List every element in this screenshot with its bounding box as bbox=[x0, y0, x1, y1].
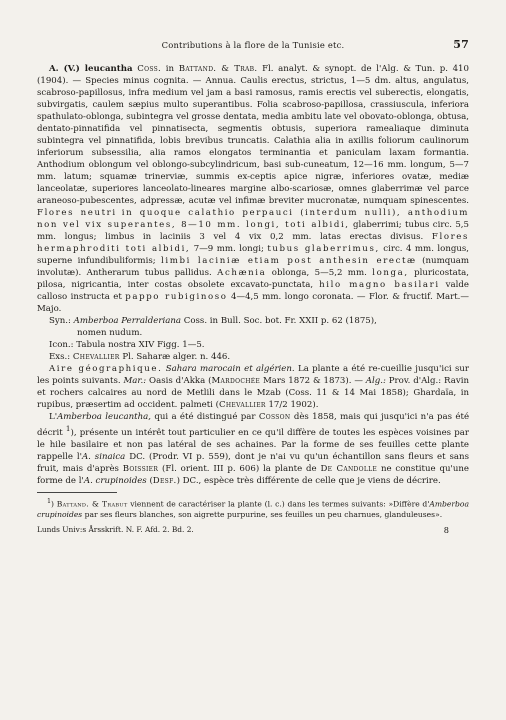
achaenia-rest: pluricostata, pilosa, nigricantia, inter costas obsolete excavato-punctata, bbox=[37, 268, 470, 290]
geography-paragraph bbox=[37, 363, 469, 411]
alg-collector: Chevallier bbox=[219, 400, 266, 410]
footnote-authors: Battand. & Trabut bbox=[56, 499, 128, 509]
footnote-text: $^1$) Battand. & Trabut viennent de caractériser la plante (l. c.) dans les termes suivants: »Diffère d'Amberboa crupinoides par ses fleurs blanches, son aigrette purpurine, ses feuilles un peu charnues, glanduleuses». bbox=[37, 497, 469, 519]
discussion-text-3: ), présente un intérêt tout particulier en ce qu'il diffère de toutes les espèces voisines par le hile basilaire et non pas latéral de ses achaines. Par la forme de ses feuilles cette plante rappelle l' bbox=[37, 427, 469, 462]
signature-number: 8 bbox=[443, 524, 449, 535]
mar-date: Mars 1872 & 1873). — bbox=[262, 376, 363, 386]
exsiccata-text: Pl. Saharæ alger. n. 446. bbox=[122, 352, 231, 362]
discussion-text-2: dès 1858, mais qui jusqu'ici n'a pas été décrit bbox=[37, 412, 470, 438]
synonym-line-2 bbox=[37, 327, 469, 339]
species-name: A. (V.) leucantha bbox=[49, 64, 133, 74]
mar-text: Oasis d'Akka ( bbox=[149, 376, 212, 386]
footnote-ref[interactable]: 1 bbox=[65, 424, 71, 433]
signature-left: Lunds Univ:s Årsskrift. N. F. Afd. 2. Bd. 2. bbox=[37, 524, 194, 534]
discussion-text-7: ( bbox=[149, 475, 153, 486]
desf-name: Desf. bbox=[152, 475, 177, 486]
citation-prefix: in bbox=[165, 64, 175, 74]
discussion-name: Amberboa leucantha, bbox=[57, 412, 151, 422]
herm-rest-3: (numquam involutæ). Antherarum tubus pallidus. bbox=[37, 256, 470, 278]
discussion-text-5: (Fl. orient. III p. 606) la plante de bbox=[162, 463, 317, 474]
hilo-rest: valde calloso instructa et bbox=[37, 280, 469, 302]
flores-herm-label: Flores hermaphroditi toti albidi, bbox=[37, 232, 469, 254]
cosson-name: Cosson bbox=[258, 412, 291, 422]
main-text bbox=[37, 63, 469, 487]
synonym-text: Coss. in Bull. Soc. bot. Fr. XXII p. 62 (1875), bbox=[183, 316, 377, 326]
herm-spaced-2: limbi laciniæ etiam post anthesin erectæ bbox=[161, 256, 417, 266]
discussion-text-4: DC. (Prodr. VI p. 559), dont je n'ai vu qu'un échantillon sans fleurs et sans fruit, mais d'après bbox=[37, 451, 469, 474]
running-header bbox=[37, 40, 469, 54]
discussion-text-8: ) DC., espèce très différente de celle que je viens de décrire. bbox=[176, 475, 441, 486]
exsiccata-line bbox=[37, 351, 469, 363]
exsiccata-collector: Chevallier bbox=[72, 352, 120, 362]
pappo-spaced: pappo rubiginoso bbox=[125, 292, 228, 302]
flores-neutri-rest: glaberrimi; tubus circ. 5,5 mm. longus; limbus in laciniis 3 vel 4 vix 0,2 mm. latas erectas divisus. bbox=[37, 220, 470, 242]
boissier-name: Boissier bbox=[122, 463, 159, 474]
flores-neutri-spaced: in quoque calathio perpauci (interdum nulli), anthodium non vel vix superantes, 8—10 mm. longi, toti albidi, bbox=[37, 208, 469, 230]
icon-text: Tabula nostra XIV Figg. 1—5. bbox=[76, 340, 205, 350]
achaenia-label: Achænia bbox=[217, 268, 267, 278]
discussion-paragraph bbox=[37, 411, 469, 487]
herm-rest-1: 7—9 mm. longi; bbox=[193, 244, 264, 254]
hilo-spaced: hilo magno basilari bbox=[319, 280, 440, 290]
species-authors: Coss. bbox=[137, 64, 162, 74]
discussion-prefix: L' bbox=[49, 412, 58, 422]
alg-date: 17/2 1902). bbox=[268, 400, 319, 410]
signature-line bbox=[37, 525, 469, 537]
achaenia-text: oblonga, 5—5,2 mm. bbox=[271, 268, 367, 278]
geography-text-1: La plante a été re-cueillie jusqu'ici sur les points suivants. bbox=[37, 364, 470, 386]
synonym-line bbox=[37, 315, 469, 327]
synonym-label: Syn.: bbox=[49, 316, 71, 326]
herm-rest-2: circ. 4 mm. longus, superne infundibuliformis; bbox=[37, 244, 470, 266]
herm-spaced-1: tubus glaberrimus, bbox=[267, 244, 380, 254]
citation-authors: Battand. & Trab. bbox=[178, 64, 258, 74]
synonym-text-2: nomen nudum. bbox=[77, 328, 143, 338]
geography-label: Aire géographique. bbox=[49, 364, 163, 374]
alg-text: Prov. d'Alg.: Ravin et rochers calcaires au nord de Metlili dans le Mzab (Coss. 11 & 14 Mai 1858); Ghardaïa, in rupibus, præsertim ad occident. palmeti ( bbox=[37, 376, 469, 410]
footnote-name: Amberboa crupinoides bbox=[37, 499, 469, 519]
pappo-rest: 4—4,5 mm. longo coronata. — Flor. & fructif. Mart.—Majo. bbox=[37, 292, 470, 314]
alg-label: Alg.: bbox=[365, 376, 386, 386]
page-number: 57 bbox=[453, 38, 469, 51]
icon-label: Icon.: bbox=[49, 340, 74, 350]
candolle-name: De Candolle bbox=[320, 463, 378, 474]
footnote bbox=[37, 497, 469, 520]
description-text: Fl. analyt. & synopt. de l'Alg. & Tun. p. 410 (1904). — Species minus cognita. — Annua. Caulis erectus, strictus, 1—5 dm. altus, angulatus, scabroso-papillosus, infra medium vel jam a basi ramosus, ramis erectis vel suberectis, elongatis, subvirgatis, caulem sæpius multo superantibus. Folia scabroso-papillosa, crassiuscula, inferiora spathulato-oblonga, subintegra vel grosse dentata, media ambitu late vel obovato-oblonga, obtusa, dentato-pinnatifida vel pinnatisecta, segmentis obtusis, superiora ramealiaque diminuta subintegra vel pinnatifida, lobis brevibus truncatis. Calathia alia in axillis foliorum caulinorum inferiorum subsessilia, alia ramos elongatos terminantia et paniculam laxam formantia. Anthodium oblongum vel oblongo-subcylindricum, basi sub-cuneatum, 12—16 mm. longum, 5—7 mm. latum; squamæ trinerviæ, summis ex-ceptis apice nigræ, inferiores ovatæ, mediæ lanceolatæ, superiores lanceolato-lineares margine albo-scariosæ, omnes glaberrimæ vel parce araneoso-pubescentes, adpressæ, acutæ vel infimæ breviter mucronatæ, numquam spinescentes. bbox=[37, 64, 469, 206]
footnote-marker: 1 bbox=[47, 497, 52, 505]
footnote-text-2: par ses fleurs blanches, son aigrette purpurine, ses feuilles un peu charnues, glanduleuses». bbox=[84, 509, 443, 519]
exsiccata-label: Exs.: bbox=[49, 352, 71, 362]
footnote-divider bbox=[37, 492, 117, 493]
mar-label: Mar.: bbox=[123, 376, 147, 386]
achaenia-spaced: longa, bbox=[372, 268, 409, 278]
icon-line bbox=[37, 339, 469, 351]
crupinoides-name: A. crupinoides bbox=[83, 475, 147, 486]
geography-region: Sahara marocain et algérien. bbox=[165, 364, 295, 374]
flores-neutri-label: Flores neutri bbox=[37, 208, 117, 218]
synonym-name: Amberboa Perralderiana bbox=[73, 316, 182, 326]
discussion-text-1: qui a été distingué par bbox=[154, 412, 256, 422]
running-title: Contributions à la flore de la Tunisie etc. bbox=[161, 40, 345, 50]
sinaica-name: A. sinaica bbox=[81, 451, 126, 462]
mar-collector: Mardochée bbox=[211, 376, 261, 386]
species-description bbox=[37, 63, 469, 315]
discussion-text-6: ne constitue qu'une forme de l' bbox=[37, 463, 470, 486]
footnote-text-1: viennent de caractériser la plante (l. c.) dans les termes suivants: »Diffère d' bbox=[130, 499, 430, 509]
